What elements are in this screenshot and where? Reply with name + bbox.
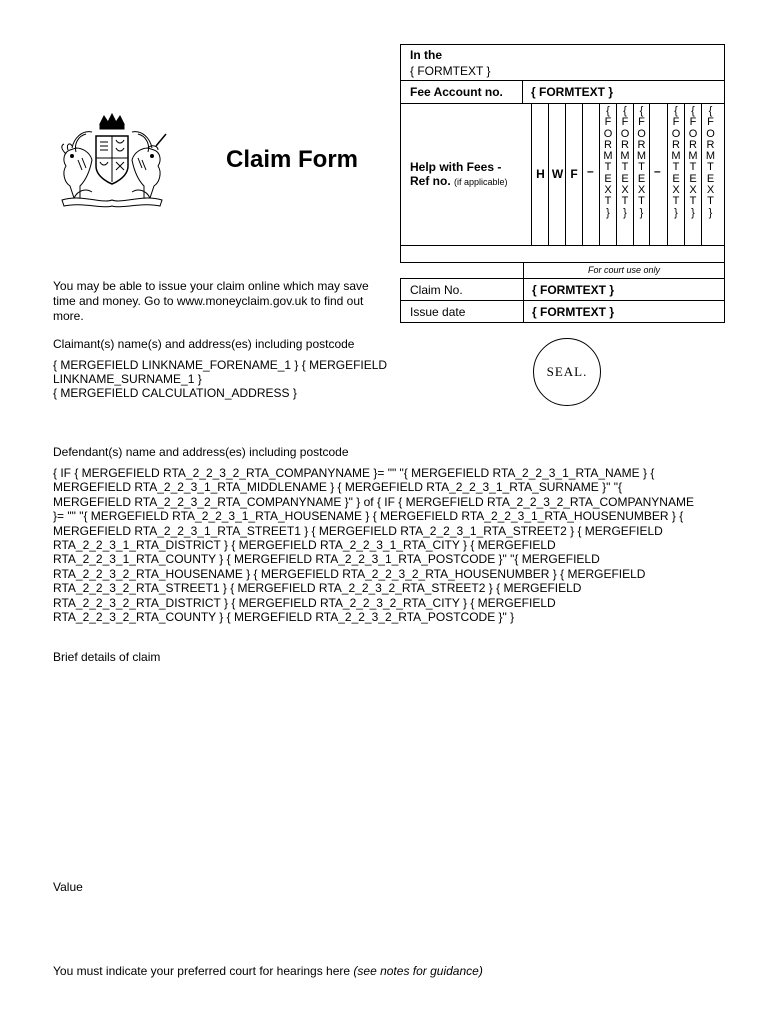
formtext-char: T xyxy=(604,195,612,208)
formtext-char: R xyxy=(689,138,697,151)
formtext-char: M xyxy=(671,150,681,163)
formtext-char: F xyxy=(672,116,680,129)
formtext-char: F xyxy=(604,116,612,129)
formtext-char: R xyxy=(621,138,629,151)
court-seal-stamp: SEAL. xyxy=(533,338,601,406)
formtext-char: T xyxy=(689,195,697,208)
hwf-field-4[interactable] xyxy=(667,104,684,245)
formtext-char: R xyxy=(672,138,680,151)
formtext-char: E xyxy=(604,172,612,185)
formtext-char: O xyxy=(620,127,630,140)
formtext-char: O xyxy=(706,127,715,140)
hwf-letter-h: H xyxy=(531,104,549,245)
formtext-char: O xyxy=(688,127,698,140)
divider xyxy=(523,301,524,322)
court-label: In the xyxy=(410,48,442,62)
fee-account-field[interactable]: { FORMTEXT } xyxy=(531,85,614,99)
claimant-heading: Claimant(s) name(s) and address(es) including postcode xyxy=(53,337,355,351)
defendant-details[interactable]: { IF { MERGEFIELD RTA_2_2_3_2_RTA_COMPANYNAME }= "" "{ MERGEFIELD RTA_2_2_3_1_RTA_NAME } { MERGEFIELD RTA_2_2_3_1_RTA_MIDDLENAME } { MERGEFIELD RTA_2_2_3_1_RTA_SURNAME }" "{ MERGEFIELD RTA_2_2_3_2_RTA_COMPANYNAME }" } of { IF { MERGEFIELD RTA_2_2_3_2_RTA_COMPANYNAME }= "" "{ MERGEFIELD RTA_2_2_3_1_RTA_HOUSENAME } { MERGEFIELD RTA_2_2_3_1_RTA_HOUSENUMBER } { MERGEFIELD RTA_2_2_3_1_RTA_STREET1 } { MERGEFIELD RTA_2_2_3_1_RTA_STREET2 } { MERGEFIELD RTA_2_2_3_1_RTA_DISTRICT } { MERGEFIELD RTA_2_2_3_1_RTA_CITY } { MERGEFIELD RTA_2_2_3_1_RTA_COUNTY } { MERGEFIELD RTA_2_2_3_1_RTA_POSTCODE }" "{ MERGEFIELD RTA_2_2_3_2_RTA_HOUSENAME } { MERGEFIELD RTA_2_2_3_2_RTA_HOUSENUMBER } { MERGEFIELD RTA_2_2_3_2_RTA_STREET1 } { MERGEFIELD RTA_2_2_3_2_RTA_STREET2 } { MERGEFIELD RTA_2_2_3_2_RTA_DISTRICT } { MERGEFIELD RTA_2_2_3_2_RTA_CITY } { MERGEFIELD RTA_2_2_3_2_RTA_COUNTY } { MERGEFIELD RTA_2_2_3_2_RTA_POSTCODE }" } xyxy=(53,466,694,625)
formtext-char: F xyxy=(707,116,714,129)
hwf-dash-2: – xyxy=(654,164,661,178)
help-with-fees-label xyxy=(410,160,508,189)
hwf-dash-1: – xyxy=(587,164,594,178)
formtext-char: F xyxy=(689,116,697,129)
issue-date-field[interactable]: { FORMTEXT } xyxy=(532,305,615,319)
formtext-char: O xyxy=(637,127,646,140)
issue-date-label: Issue date xyxy=(410,305,466,319)
help-with-fees-label-line2: Ref no. xyxy=(410,174,451,188)
formtext-char: X xyxy=(689,184,697,197)
preferred-court-text: You must indicate your preferred court for hearings here xyxy=(53,964,351,978)
formtext-char: R xyxy=(604,138,612,151)
formtext-char: { xyxy=(606,105,610,117)
formtext-char: E xyxy=(672,172,680,185)
formtext-char: X xyxy=(672,184,680,197)
formtext-char: } xyxy=(623,206,627,219)
formtext-char: M xyxy=(688,150,698,163)
royal-coat-of-arms-logo xyxy=(52,110,172,210)
formtext-char: X xyxy=(604,184,612,197)
value-heading: Value xyxy=(53,880,83,894)
formtext-char: M xyxy=(620,150,630,163)
claim-no-label: Claim No. xyxy=(410,283,463,297)
formtext-char: T xyxy=(621,195,629,208)
claim-no-row xyxy=(400,278,725,301)
formtext-char: M xyxy=(705,150,716,163)
form-title: Claim Form xyxy=(226,146,359,173)
divider xyxy=(522,81,523,103)
help-with-fees-label-note: (if applicable) xyxy=(454,177,508,187)
formtext-char: T xyxy=(672,195,680,208)
brief-details-heading: Brief details of claim xyxy=(53,650,161,664)
formtext-char: M xyxy=(636,150,647,163)
court-box xyxy=(400,44,725,81)
formtext-char: F xyxy=(638,116,645,129)
formtext-char: X xyxy=(706,184,715,197)
formtext-char: T xyxy=(689,161,697,174)
fee-account-label: Fee Account no. xyxy=(410,85,503,99)
formtext-char: } xyxy=(606,206,610,219)
hwf-field-1[interactable] xyxy=(599,104,616,245)
formtext-char: } xyxy=(674,206,678,219)
help-with-fees-row xyxy=(400,103,725,246)
blank-row xyxy=(400,245,725,263)
formtext-char: { xyxy=(708,105,713,117)
formtext-char: T xyxy=(604,161,612,174)
formtext-char: X xyxy=(621,184,629,197)
formtext-char: T xyxy=(707,161,714,174)
formtext-char: X xyxy=(637,184,646,197)
formtext-char: F xyxy=(621,116,629,129)
formtext-char: T xyxy=(672,161,680,174)
formtext-char: O xyxy=(603,127,613,140)
formtext-char: R xyxy=(637,138,646,151)
formtext-char: T xyxy=(707,195,714,208)
formtext-char: T xyxy=(638,195,645,208)
formtext-char: { xyxy=(674,105,678,117)
hwf-field-5[interactable] xyxy=(684,104,701,245)
hwf-field-3[interactable] xyxy=(633,104,650,245)
preferred-court-note: (see notes for guidance) xyxy=(353,964,483,978)
formtext-char: E xyxy=(689,172,697,185)
formtext-char: } xyxy=(691,206,695,219)
formtext-char: } xyxy=(708,206,713,219)
formtext-char: O xyxy=(671,127,681,140)
online-claim-note: You may be able to issue your claim online which may save time and money. Go to www.moneyclaim.gov.uk to find out more. xyxy=(53,279,369,323)
defendant-heading: Defendant(s) name and address(es) including postcode xyxy=(53,445,349,459)
claim-no-field[interactable]: { FORMTEXT } xyxy=(532,283,615,297)
issue-date-row xyxy=(400,300,725,323)
formtext-char: { xyxy=(691,105,695,117)
hwf-field-6[interactable] xyxy=(701,104,719,245)
formtext-char: T xyxy=(638,161,645,174)
claimant-address: { MERGEFIELD CALCULATION_ADDRESS } xyxy=(53,386,297,400)
claimant-details[interactable] xyxy=(53,358,433,400)
formtext-char: T xyxy=(621,161,629,174)
court-field[interactable]: { FORMTEXT } xyxy=(410,64,491,78)
fee-account-row xyxy=(400,80,725,104)
preferred-court-instruction xyxy=(53,964,483,978)
hwf-letter-f: F xyxy=(565,104,583,245)
help-with-fees-label-line1: Help with Fees - xyxy=(410,160,502,174)
formtext-char: E xyxy=(637,172,646,185)
formtext-char: { xyxy=(623,105,627,117)
formtext-char: E xyxy=(621,172,629,185)
court-use-only-label: For court use only xyxy=(523,262,725,278)
formtext-char: E xyxy=(706,172,715,185)
divider xyxy=(523,279,524,300)
formtext-char: R xyxy=(706,138,715,151)
formtext-char: { xyxy=(639,105,644,117)
claimant-name: { MERGEFIELD LINKNAME_FORENAME_1 } { MERGEFIELD LINKNAME_SURNAME_1 } xyxy=(53,358,388,386)
formtext-char: M xyxy=(603,150,613,163)
hwf-field-2[interactable] xyxy=(616,104,633,245)
formtext-char: } xyxy=(639,206,644,219)
hwf-letter-w: W xyxy=(548,104,566,245)
